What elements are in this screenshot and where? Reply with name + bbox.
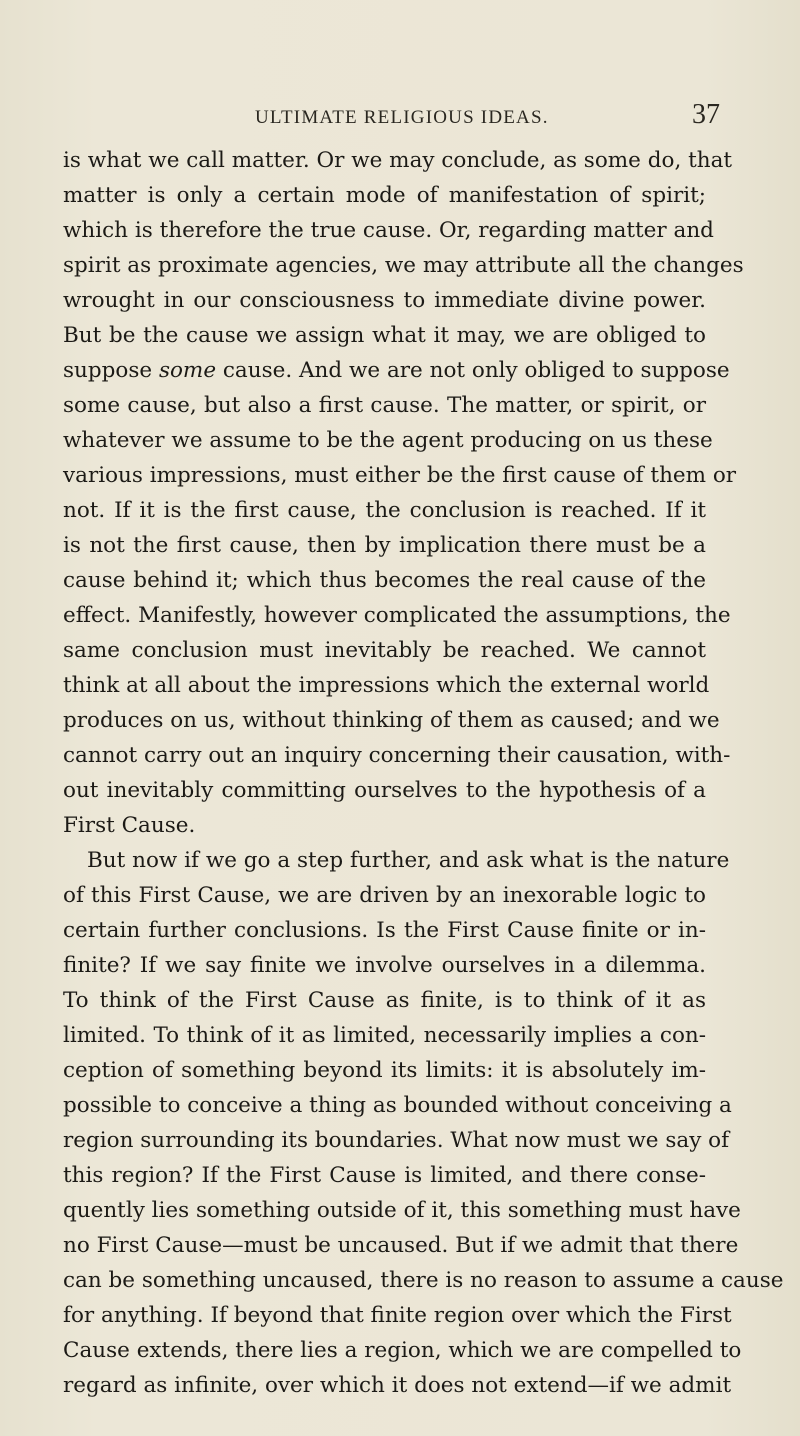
text-line: wrought in our consciousness to immediate divine power. bbox=[63, 288, 706, 313]
text-line: But be the cause we assign what it may, we are obliged to bbox=[63, 323, 706, 348]
text-line: limited. To think of it as limited, necessarily implies a con- bbox=[63, 1023, 706, 1048]
text-line: effect. Manifestly, however complicated the assumptions, the bbox=[63, 603, 731, 628]
page-number: 37 bbox=[692, 99, 720, 130]
text-line: for anything. If beyond that finite region over which the First bbox=[63, 1303, 732, 1328]
text-line: finite? If we say finite we involve ourselves in a dilemma. bbox=[63, 953, 706, 978]
text-line: various impressions, must either be the first cause of them or bbox=[63, 463, 737, 488]
text-line: not. If it is the first cause, the conclusion is reached. If it bbox=[63, 498, 706, 523]
text-line: First Cause. bbox=[63, 813, 196, 838]
emphasis: some bbox=[158, 358, 217, 383]
text-line: matter is only a certain mode of manifestation of spirit; bbox=[63, 183, 706, 208]
text-fragment: suppose bbox=[63, 358, 153, 383]
text-line: out inevitably committing ourselves to the hypothesis of a bbox=[63, 778, 706, 803]
text-line: cause behind it; which thus becomes the real cause of the bbox=[63, 568, 706, 593]
text-line: think at all about the impressions which the external world bbox=[63, 673, 710, 698]
text-line: cannot carry out an inquiry concerning their causation, with- bbox=[63, 743, 731, 768]
text-line: this region? If the First Cause is limited, and there conse- bbox=[63, 1163, 706, 1188]
text-line: But now if we go a step further, and ask what is the nature bbox=[87, 848, 730, 873]
text-line: can be something uncaused, there is no reason to assume a cause bbox=[63, 1268, 784, 1293]
text-line: is not the first cause, then by implication there must be a bbox=[63, 533, 706, 558]
text-line: region surrounding its boundaries. What now must we say of bbox=[63, 1128, 730, 1153]
text-line: which is therefore the true cause. Or, regarding matter and bbox=[63, 218, 714, 243]
text-line: some cause, but also a first cause. The matter, or spirit, or bbox=[63, 393, 706, 418]
text-line: is what we call matter. Or we may conclude, as some do, that bbox=[63, 148, 733, 173]
text-fragment: cause. And we are not only obliged to suppose bbox=[222, 358, 730, 383]
text-line: whatever we assume to be the agent producing on us these bbox=[63, 428, 713, 453]
body-text bbox=[63, 143, 784, 1403]
text-line: regard as infinite, over which it does not extend—if we admit bbox=[63, 1373, 732, 1398]
text-line: Cause extends, there lies a region, which we are compelled to bbox=[63, 1338, 742, 1363]
running-head: ULTIMATE RELIGIOUS IDEAS. bbox=[255, 107, 549, 128]
text-line: produces on us, without thinking of them as caused; and we bbox=[63, 708, 720, 733]
text-line: certain further conclusions. Is the First Cause finite or in- bbox=[63, 918, 706, 943]
text-line: possible to conceive a thing as bounded without conceiving a bbox=[63, 1093, 732, 1118]
text-line: To think of the First Cause as finite, is to think of it as bbox=[63, 988, 706, 1013]
text-line: same conclusion must inevitably be reached. We cannot bbox=[63, 638, 706, 663]
text-line: of this First Cause, we are driven by an inexorable logic to bbox=[63, 883, 706, 908]
text-line bbox=[63, 353, 730, 388]
text-line: quently lies something outside of it, this something must have bbox=[63, 1198, 741, 1223]
text-line: no First Cause—must be uncaused. But if we admit that there bbox=[63, 1233, 739, 1258]
text-line: ception of something beyond its limits: it is absolutely im- bbox=[63, 1058, 706, 1083]
text-line: spirit as proximate agencies, we may attribute all the changes bbox=[63, 253, 744, 278]
